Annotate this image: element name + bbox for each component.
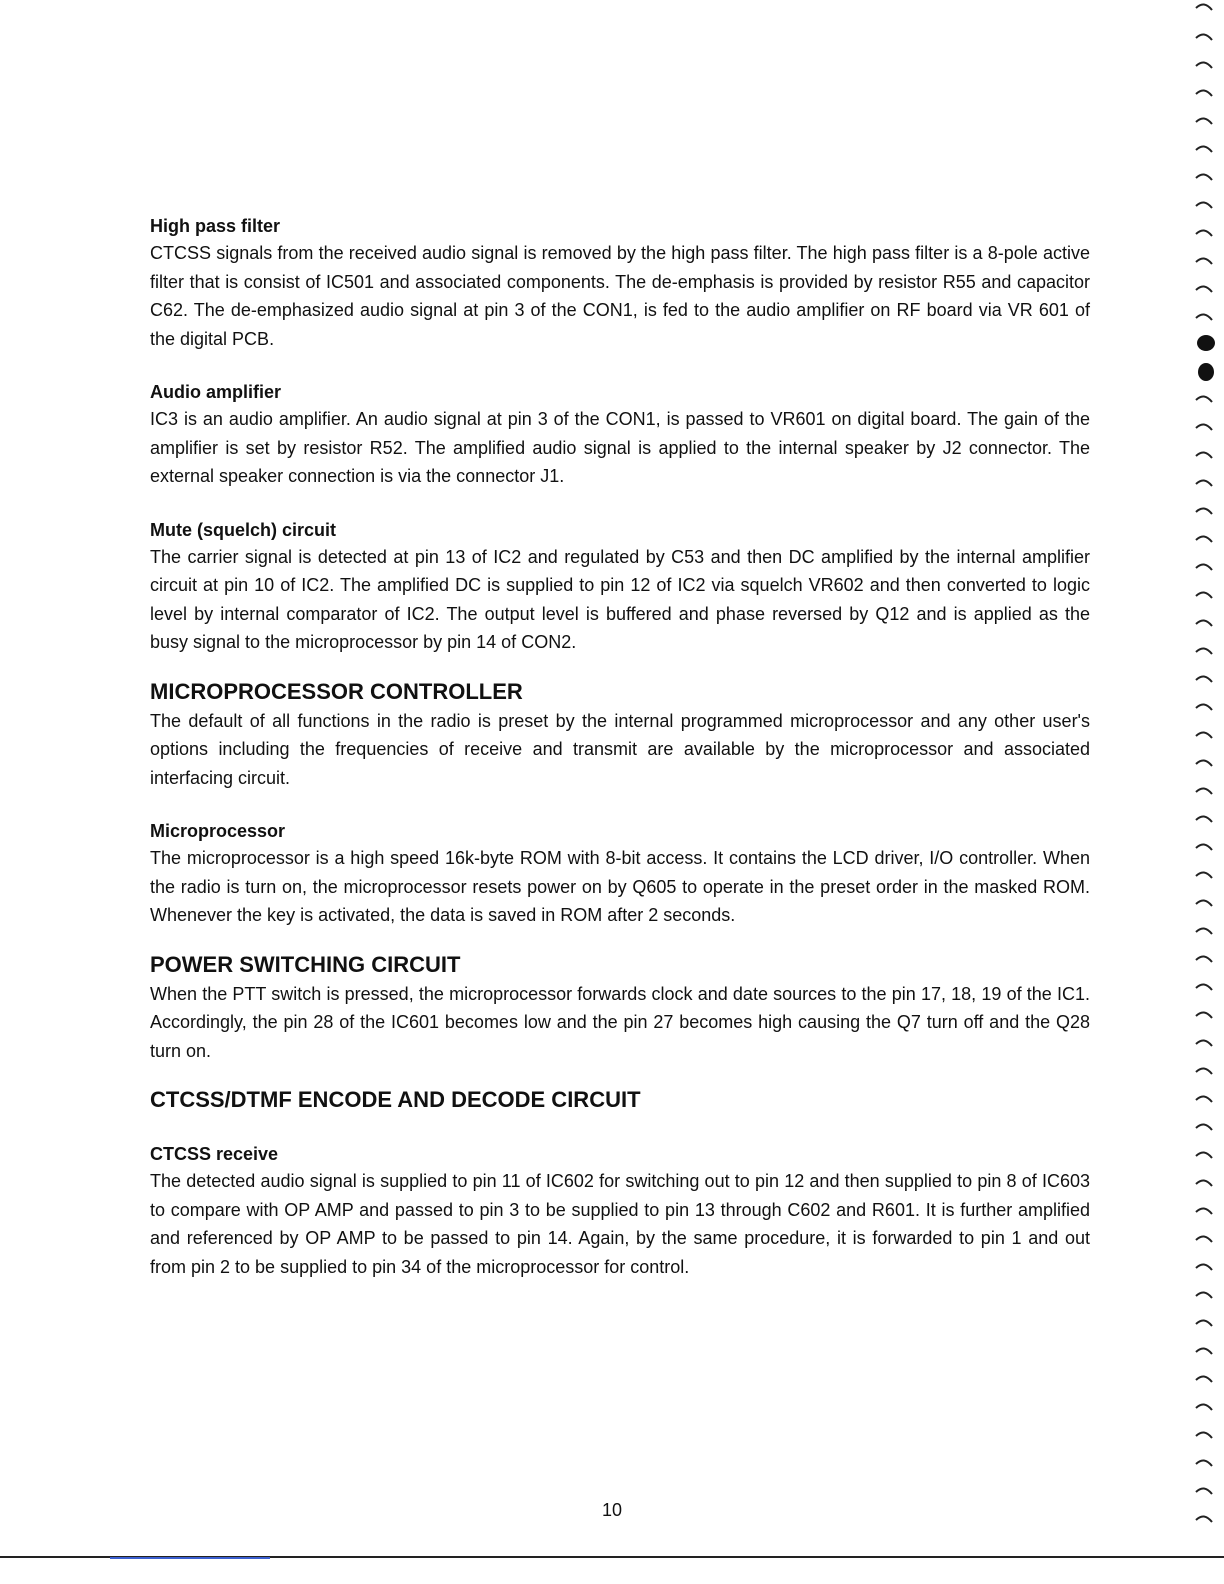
section-body: IC3 is an audio amplifier. An audio signal at pin 3 of the CON1, is passed to VR601 on digital board. The gain of the amplifier is set by resistor R52. The amplified audio signal is applied to the internal speaker by J2 connector. The external speaker connection is via the connector J1. — [150, 409, 1090, 486]
section-audio-amplifier — [150, 379, 1090, 491]
bottom-edge-accent — [110, 1557, 270, 1559]
section-heading: CTCSS receive — [150, 1144, 279, 1164]
major-heading: MICROPROCESSOR CONTROLLER — [150, 678, 523, 704]
punch-arc-icon — [1196, 4, 1212, 1522]
section-ctcss-receive — [150, 1141, 1090, 1281]
binding-hole-icon — [1197, 335, 1215, 381]
section-body: The carrier signal is detected at pin 13 of IC2 and regulated by C53 and then DC amplified by the internal amplifier circuit at pin 10 of IC2. The amplified DC is supplied to pin 12 of IC2 via squelch VR602 and then converted to logic level by internal comparator of IC2. The output level is buffered and phase reversed by Q12 and is applied as the busy signal to the microprocessor by pin 14 of CON2. — [150, 546, 1090, 652]
section-power-switching — [150, 950, 1090, 1066]
section-body: CTCSS signals from the received audio signal is removed by the high pass filter. The high pass filter is a 8-pole active filter that is consist of IC501 and associated components. The de-emphasis is provided by resistor R55 and capacitor C62. The de-emphasized audio signal at pin 3 of the CON1, is fed to the audio amplifier on RF board via VR 601 of the digital PCB. — [150, 243, 1090, 349]
section-mute-circuit — [150, 517, 1090, 657]
section-body: When the PTT switch is pressed, the microprocessor forwards clock and date sources to the pin 17, 18, 19 of the IC1. Accordingly, the pin 28 of the IC601 becomes low and the pin 27 becomes high causing the Q7 turn off and the Q28 turn on. — [150, 983, 1090, 1061]
section-heading: Microprocessor — [150, 821, 286, 841]
section-high-pass-filter — [150, 213, 1090, 353]
section-heading: Mute (squelch) circuit — [150, 519, 337, 540]
page-content — [150, 213, 1090, 1281]
section-body: The default of all functions in the radio is preset by the internal programmed microprocessor and any other user's options including the frequencies of receive and transmit are available by the microprocessor and associated interfacing circuit. — [150, 710, 1090, 788]
binding-punch-marks — [1164, 0, 1224, 1584]
section-heading: Audio amplifier — [150, 382, 282, 402]
major-heading: CTCSS/DTMF ENCODE AND DECODE CIRCUIT — [150, 1087, 641, 1112]
section-body: The detected audio signal is supplied to pin 11 of IC602 for switching out to pin 12 and then supplied to pin 8 of IC603 to compare with OP AMP and passed to pin 3 to be supplied to pin 13 through C602 and R601. It is further amplified and referenced by OP AMP to be passed to pin 14. Again, by the same procedure, it is forwarded to pin 1 and out from pin 2 to be supplied to pin 34 of the microprocessor for control. — [150, 1171, 1090, 1277]
major-heading: POWER SWITCHING CIRCUIT — [150, 951, 461, 977]
section-microprocessor — [150, 818, 1090, 930]
section-body: The microprocessor is a high speed 16k-byte ROM with 8-bit access. It contains the LCD driver, I/O controller. When the radio is turn on, the microprocessor resets power on by Q605 to operate in the preset order in the masked ROM. Whenever the key is activated, the data is saved in ROM after 2 seconds. — [150, 848, 1090, 925]
section-microprocessor-controller — [150, 677, 1090, 793]
section-heading: High pass filter — [150, 216, 281, 236]
section-ctcss-dtmf — [150, 1085, 1090, 1115]
page-number: 10 — [601, 1500, 623, 1520]
